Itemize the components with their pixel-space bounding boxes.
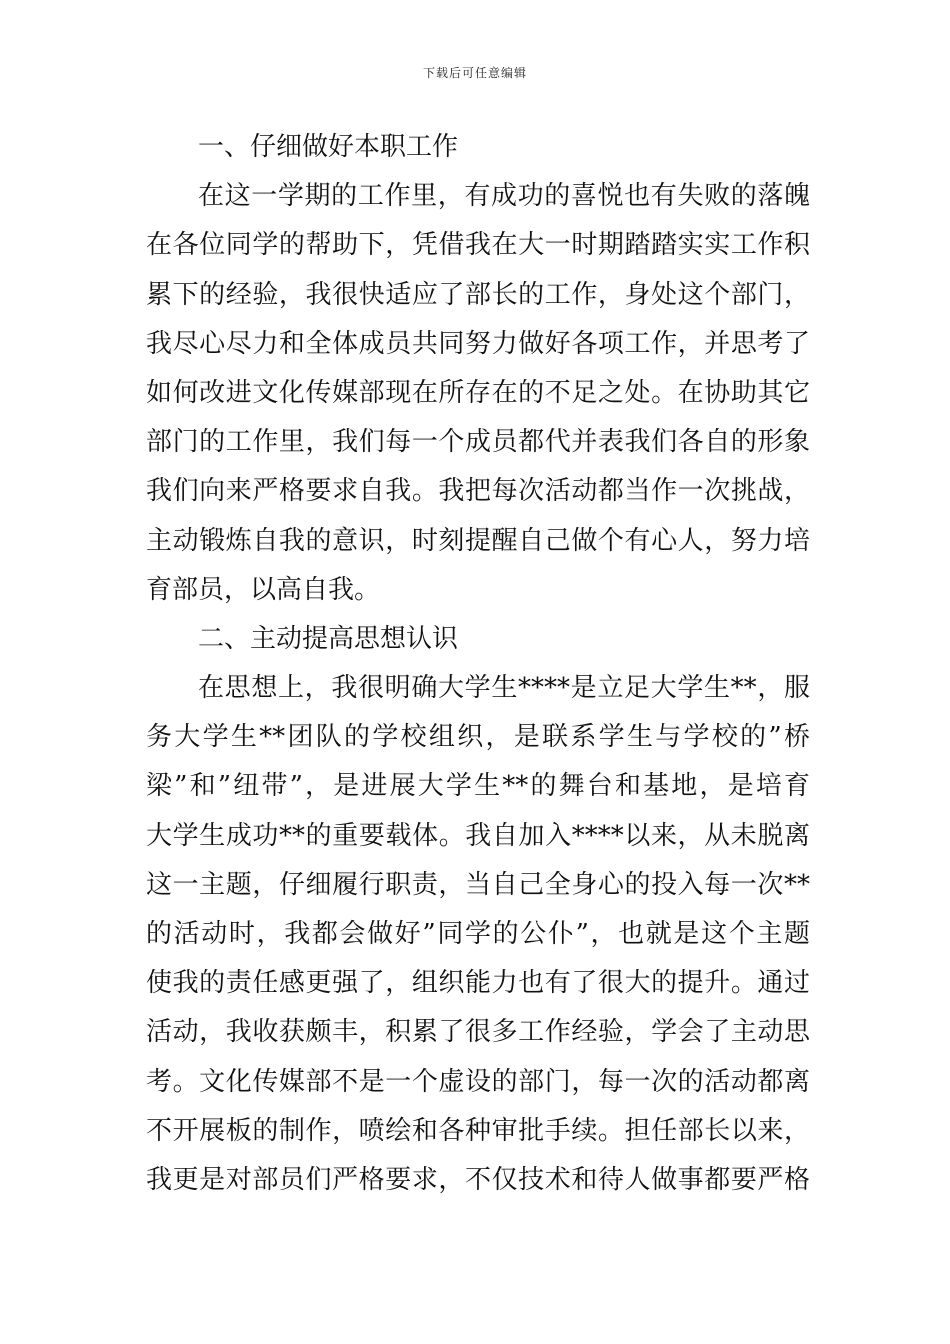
paragraph-line: 我尽心尽力和全体成员共同努力做好各项工作，并思考了 <box>146 328 810 359</box>
section-heading-2: 二、主动提高思想认识 <box>198 623 459 654</box>
document-body <box>146 123 810 1205</box>
paragraph-line: 在各位同学的帮助下，凭借我在大一时期踏踏实实工作积 <box>146 230 810 261</box>
paragraph-line: 部门的工作里，我们每一个成员都代并表我们各自的形象 <box>146 427 810 458</box>
paragraph-line: 使我的责任感更强了，组织能力也有了很大的提升。通过 <box>146 968 810 999</box>
section-heading-1: 一、仔细做好本职工作 <box>198 132 459 162</box>
paragraph-line: 这一主题，仔细履行职责，当自己全身心的投入每一次** <box>146 869 810 900</box>
paragraph-line: 主动锻炼自我的意识，时刻提醒自己做个有心人，努力培 <box>146 525 810 556</box>
paragraph-line: 如何改进文化传媒部现在所存在的不足之处。在协助其它 <box>146 377 810 408</box>
paragraph-line: 我们向来严格要求自我。我把每次活动都当作一次挑战， <box>146 476 810 507</box>
paragraph-line: 不开展板的制作，喷绘和各种审批手续。担任部长以来， <box>146 1115 810 1146</box>
paragraph-line: 累下的经验，我很快适应了部长的工作，身处这个部门， <box>146 279 810 310</box>
paragraph-line: 的活动时，我都会做好”同学的公仆”，也就是这个主题 <box>146 919 810 949</box>
paragraph-line: 在这一学期的工作里，有成功的喜悦也有失败的落魄 <box>198 181 810 212</box>
paragraph-line: 育部员，以高自我。 <box>146 574 381 605</box>
paragraph-line: 务大学生**团队的学校组织，是联系学生与学校的”桥 <box>146 722 810 753</box>
paragraph-line: 在思想上，我很明确大学生****是立足大学生**，服 <box>198 673 810 704</box>
paragraph-line: 活动，我收获颇丰，积累了很多工作经验，学会了主动思 <box>146 1017 810 1048</box>
paragraph-line: 我更是对部员们严格要求，不仅技术和待人做事都要严格 <box>146 1164 810 1195</box>
paragraph-line: 考。文化传媒部不是一个虚设的部门，每一次的活动都离 <box>146 1066 810 1097</box>
paragraph-line: 梁”和”纽带”，是进展大学生**的舞台和基地，是培育 <box>146 771 810 802</box>
page-header-note: 下载后可任意编辑 <box>422 66 527 80</box>
paragraph-line: 大学生成功**的重要载体。我自加入****以来，从未脱离 <box>146 820 810 851</box>
